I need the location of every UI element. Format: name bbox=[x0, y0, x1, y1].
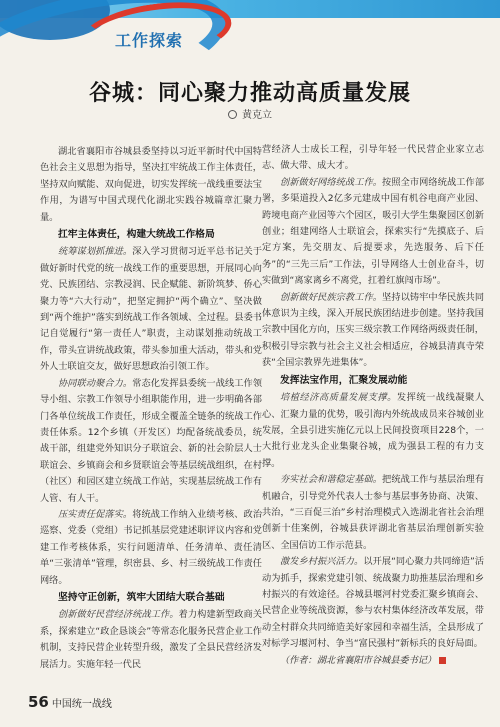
paragraph-body: 以开展“同心聚力共同缔造”活动为抓手，探索党建引领、统战聚力助推基层治理和乡村振兴的有效途径。谷城县堰河村党委汇聚乡镇商会、民营企业等统战资源，参与农村集体经济改革发展，带动全村群众共同缔造美好家园和幸福生活，全县形成了对标学习堰河村、争当“富民强村”新标兵的良好局面。 bbox=[262, 556, 485, 650]
paragraph-body: 着力构建新型政商关系，探索建立“政企恳谈会”等常态化服务民营企业工作机制，支持民营企业转型升级，激发了全县民营经济发展活力。实施年轻一代民 bbox=[40, 609, 263, 670]
paragraph bbox=[262, 554, 484, 652]
paragraph bbox=[262, 472, 484, 554]
paragraph-lead: 压实责任促落实。 bbox=[58, 508, 133, 520]
header-banner bbox=[0, 0, 500, 80]
author-line bbox=[0, 106, 500, 121]
paragraph bbox=[40, 376, 262, 507]
author-name: 黄克立 bbox=[242, 110, 272, 121]
author-byline bbox=[262, 653, 484, 669]
page-number: 56 bbox=[28, 693, 49, 711]
paragraph bbox=[40, 244, 262, 375]
paragraph-body: 发挥统一战线凝聚人心、汇聚力量的优势，吸引海内外统战成员来谷城创业发展，全县引进实施亿元以上民间投资项目228个，一大批行业龙头企业集聚谷城，成为强县工程的有力支撑。 bbox=[262, 392, 485, 469]
paragraph-lead: 创新做好民族宗教工作。 bbox=[280, 291, 383, 303]
paragraph bbox=[262, 390, 484, 472]
paragraph-lead: 夯实社会和谐稳定基础。 bbox=[280, 474, 383, 486]
section-heading: 扛牢主体责任，构建大统战工作格局 bbox=[58, 229, 215, 241]
paragraph bbox=[262, 175, 484, 290]
paragraph-body: 按照全市网络统战工作部署，多渠道投入2亿多元建成中国有机谷电商产业园、跨境电商产业园等六个园区，吸引大学生集聚园区创新创业；组建网络人士联谊会，探索实行“先摸底子、后定方案，先交朋友、后提要求，先选服务、后下任务”的“三先三后”工作法，引导网络人士创业奋斗，切实做到“离家离乡不离党，扛着红旗闯市场”。 bbox=[262, 176, 485, 287]
paragraph-lead: 激发乡村振兴活力。 bbox=[280, 556, 364, 568]
journal-name: 中国统一战线 bbox=[51, 699, 112, 710]
paragraph bbox=[40, 607, 262, 673]
byline-text: （作者：湖北省襄阳市谷城县委书记） bbox=[280, 654, 437, 666]
section-label: 工作探索 bbox=[115, 31, 184, 50]
paragraph-lead: 创新做好民营经济统战工作。 bbox=[58, 609, 179, 621]
paragraph: 营经济人士成长工程，引导年轻一代民营企业家立志志、做大带、成大才。 bbox=[262, 144, 484, 172]
page-footer bbox=[28, 693, 112, 711]
author-bullet-icon bbox=[228, 110, 237, 119]
paragraph-body: 将统战工作纳入业绩考核、政治巡察、党委（党组）书记抓基层党建述职评议内容和党建工作考核体系，实行问题清单、任务清单、责任清单“三张清单”管理，织密县、乡、村三级统战工作责任网络。 bbox=[40, 508, 263, 586]
paragraph-body: 把统战工作与基层治理有机融合，引导党外代表人士参与基层事务协商、决策、共治，“三百促三治”乡村治理模式入选湖北省社会治理创新十佳案例，谷城县获评湖北省基层治理创新实验区、全国信访工作示范县。 bbox=[262, 474, 485, 551]
paragraph-body: 深入学习贯彻习近平总书记关于做好新时代党的统一战线工作的重要思想，开展同心向党、民族团结、宗教浸润、民企赋能、新阶筑梦、侨心聚力等“六大行动”，把坚定拥护“两个确立”、坚决做到“两个维护”落实到统战工作各领域、全过程。县委书记自觉履行“第一责任人”职责，主动谋划推动统战工作，带头宣讲统战政策，带头参加重大活动，带头和党外人士联谊交友，做好思想政治引领工作。 bbox=[40, 246, 263, 373]
paragraph bbox=[262, 290, 484, 372]
paragraph-lead: 培植经济高质量发展支撑。 bbox=[280, 392, 397, 404]
section-heading: 发挥法宝作用，汇聚发展动能 bbox=[280, 374, 408, 386]
paragraph-lead: 创新做好网络统战工作。 bbox=[280, 176, 383, 188]
article-title: 谷城：同心聚力推动高质量发展 bbox=[88, 81, 411, 106]
paragraph-body: 常态化发挥县委统一战线工作领导小组、宗教工作领导小组职能作用，进一步明确各部门各单位统战工作责任，形成全覆盖全链条的统战工作责任体系。12个乡镇（开发区）均配备统战委员，统战干部，组建党外知识分子联谊会、新的社会阶层人士联谊会、乡镇商会和乡贤联谊会等基层统战组织，在村（社区）和园区建立统战工作站，实现基层统战工作有人管、有人干。 bbox=[40, 377, 263, 504]
end-mark-icon bbox=[439, 657, 446, 664]
paragraph bbox=[40, 507, 262, 589]
section-heading: 坚持守正创新，筑牢大团结大联合基础 bbox=[58, 591, 225, 603]
left-column bbox=[40, 144, 262, 673]
paragraph: 湖北省襄阳市谷城县委坚持以习近平新时代中国特色社会主义思想为指导，坚决扛牢统战工作主体责任，坚持双向赋能、双向促进，切实发挥统一战线重要法宝作用，为谱写中国式现代化湖北实践谷城篇章汇聚力量。 bbox=[40, 146, 262, 223]
right-column bbox=[262, 142, 484, 669]
paragraph-body: 坚持以铸牢中华民族共同体意识为主线，深入开展民族团结进步创建。坚持我国宗教中国化方向，压实三级宗教工作网络两级责任制，积极引导宗教与社会主义社会相适应，谷城县清真寺荣获“全国宗教界先进集体”。 bbox=[262, 291, 485, 369]
paragraph-lead: 统筹谋划抓推进。 bbox=[58, 246, 133, 258]
paragraph-lead: 协同联动聚合力。 bbox=[58, 377, 133, 389]
